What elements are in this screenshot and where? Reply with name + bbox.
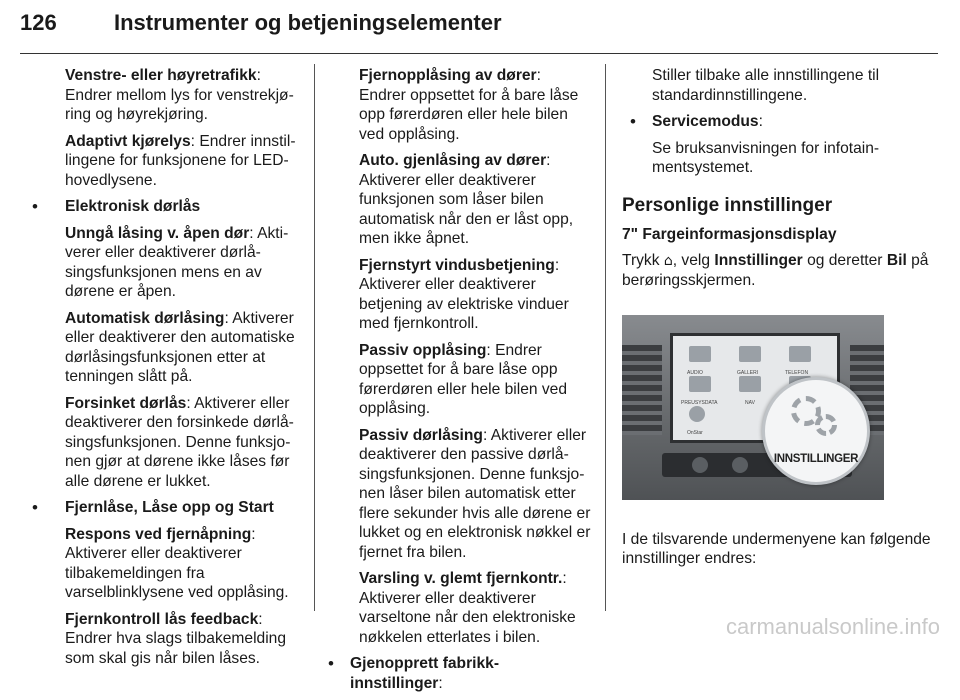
setting-name: Respons ved fjernåpning [65, 525, 252, 543]
subsection-heading: 7" Fargeinformasjonsdisplay [622, 226, 837, 243]
page-number: 126 [20, 10, 57, 35]
column-divider [605, 64, 606, 611]
setting-name: Fjernstyrt vindusbetjening [359, 256, 555, 274]
setting-description: : Aktiverer eller deaktiverer varseltone når den elektroniske nøkkelen etterlates i bilen. [359, 570, 576, 646]
gear-icon [815, 414, 837, 436]
settings-callout [762, 377, 870, 485]
knob [732, 457, 748, 473]
page-title: Instrumenter og betjeningselementer [114, 10, 502, 35]
setting-name: Unngå låsing v. åpen dør [65, 224, 250, 242]
setting-name: Adaptivt kjørelys [65, 132, 191, 150]
tile-label: GALLERI [737, 369, 759, 376]
text: og deretter [802, 251, 887, 269]
setting-entry [20, 610, 302, 669]
column-1 [20, 66, 302, 675]
bullet-heading [622, 112, 940, 132]
tile-label: OnStar [687, 429, 703, 436]
setting-name: Varsling v. glemt fjernkontr. [359, 570, 563, 587]
setting-name: Forsinket dørlås [65, 394, 187, 412]
setting-entry [339, 151, 591, 249]
setting-description: : Endrer oppsettet for å bare låse opp førerdøren eller hele bilen ved opplåsing. [359, 341, 568, 417]
setting-name: Passiv dørlåsing [359, 426, 483, 444]
setting-description: : Aktiverer eller deaktiverer funksjonen som låser bilen automatisk når den er låst opp, men ikke åpnet. [359, 152, 574, 247]
section-heading: Personlige innstillinger [622, 194, 833, 216]
setting-entry [339, 341, 591, 419]
setting-name: Venstre- eller høyretrafikk [65, 67, 257, 84]
setting-entry [20, 309, 302, 387]
setting-entry [339, 66, 591, 144]
setting-description: : Aktiverer eller deaktiverer betjening av elektriske vinduer med fjernkontroll. [359, 256, 569, 332]
menu-term: Innstillinger [714, 251, 803, 269]
column-3 [622, 66, 940, 576]
projection-icon [689, 376, 711, 392]
setting-entry [20, 394, 302, 492]
page-header [20, 6, 938, 54]
setting-description: : Endrer innstillingene for funksjonene for LED-hovedlysene. [65, 132, 296, 189]
instruction-paragraph [622, 251, 940, 291]
column-2 [339, 66, 591, 700]
tile-label: PREUSYSDATA [681, 399, 718, 406]
setting-description: : Aktiverer eller deaktiverer tilbakemeldingen fra varselblinklysene ved opplåsing. [65, 525, 289, 601]
setting-entry [20, 224, 302, 302]
setting-description: : Endrer oppsettet for å bare låse opp førerdøren eller hele bilen ved opplåsing. [359, 67, 579, 143]
home-icon: ⌂ [663, 252, 673, 269]
setting-description: Stiller tilbake alle innstillingene til standardinnstillingene. [652, 67, 880, 104]
bullet-heading-text: Elektronisk dørlås [65, 198, 201, 215]
setting-description: : Endrer hva slags tilbakemelding som skal gis når bilen låses. [65, 610, 287, 667]
settings-callout-label: INNSTILLINGER [773, 452, 859, 465]
setting-entry [20, 132, 302, 191]
bullet-heading [20, 197, 302, 217]
text: Trykk [622, 251, 664, 269]
bullet-heading [20, 498, 302, 518]
setting-description: : Aktiverer eller deaktiverer dørlåsingsfunksjonen mens en av dørene er åpen. [65, 224, 289, 300]
setting-entry [20, 66, 302, 125]
column-divider [314, 64, 315, 611]
bullet-heading-text: Gjenopprett fabrikk-innstillinger [350, 655, 500, 692]
bullet-heading [320, 654, 591, 693]
setting-description: Se bruksanvisningen for infotainmentsystemet. [652, 139, 880, 176]
setting-description: : Aktiverer eller deaktiverer den passive dørlåsingsfunksjonen. Denne funksjonen låser bilen automatisk etter flere sekunder hvis alle dørene er lukket og en elektronisk nøkkel er fjernet fra bilen. [359, 426, 591, 561]
setting-name: Automatisk dørlåsing [65, 309, 225, 327]
setting-name: Fjernopplåsing av dører [359, 67, 537, 84]
watermark: carmanualsonline.info [725, 614, 940, 639]
setting-entry [339, 569, 591, 647]
paragraph: I de tilsvarende undermenyene kan følgende innstillinger endres: [622, 530, 931, 567]
menu-term: Bil [886, 251, 907, 269]
knob [692, 457, 708, 473]
setting-entry [20, 525, 302, 603]
setting-description: : Aktiverer eller deaktiverer den automatiske dørlåsingsfunksjonen etter at tenningen slått på. [65, 309, 295, 385]
setting-description: : Aktiverer eller deaktiverer den forsinkede dørlåsingsfunksjonen. Denne funksjonen gjør at dørene ikke låses før alle dørene er lukket. [65, 394, 294, 490]
bullet-heading-text: Fjernlåse, Låse opp og Start [65, 499, 274, 516]
air-vent-left [622, 345, 662, 435]
setting-name: Fjernkontroll lås feedback [65, 610, 259, 628]
text: , velg [672, 251, 715, 269]
setting-entry [339, 256, 591, 334]
setting-description: : Endrer mellom lys for venstrekjøring og høyrekjøring. [65, 67, 294, 123]
bullet-colon: : [758, 113, 763, 130]
bullet-heading-text: Servicemodus [652, 113, 759, 130]
onstar-icon [689, 406, 705, 422]
phone-icon [789, 346, 811, 362]
gallery-icon [739, 346, 761, 362]
bullet-colon: : [438, 674, 443, 692]
nav-icon [739, 376, 761, 392]
setting-entry [339, 426, 591, 563]
infotainment-figure [622, 315, 884, 500]
text: på berøringsskjermen. [622, 251, 929, 289]
tile-label: AUDIO [687, 369, 703, 376]
audio-icon [689, 346, 711, 362]
tile-label: NAV [745, 399, 755, 406]
setting-name: Passiv opplåsing [359, 341, 487, 359]
setting-name: Auto. gjenlåsing av dører [359, 152, 547, 169]
tile-label: TELEFON [785, 369, 809, 376]
